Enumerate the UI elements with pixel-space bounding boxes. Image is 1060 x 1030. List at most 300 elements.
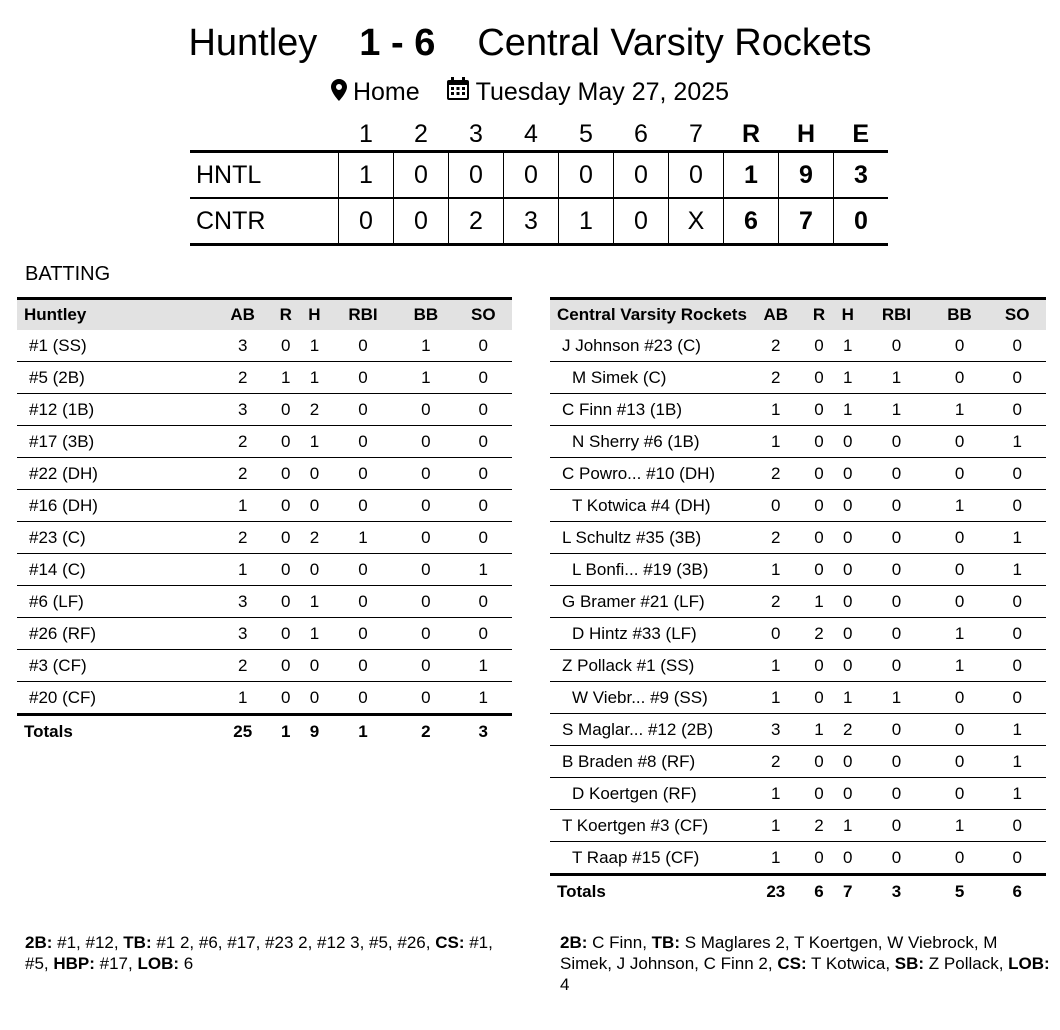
- inning-score: 0: [614, 152, 669, 199]
- line-score: [190, 118, 888, 246]
- stat-value: 0: [329, 458, 397, 490]
- stat-value: 1: [931, 810, 989, 842]
- stat-value: 0: [931, 586, 989, 618]
- team-header: Huntley: [17, 299, 214, 331]
- stat-value: 0: [397, 490, 454, 522]
- stat-value: 0: [805, 522, 834, 554]
- stat-value: 0: [931, 682, 989, 714]
- date-text: Tuesday May 27, 2025: [475, 78, 730, 106]
- stat-value: 0: [805, 362, 834, 394]
- stat-value: 0: [300, 554, 329, 586]
- hits-header: H: [796, 119, 816, 148]
- stat-header: H: [300, 299, 329, 331]
- player-name: D Koertgen (RF): [550, 778, 747, 810]
- stat-value: 0: [931, 746, 989, 778]
- inning-score: 0: [614, 198, 669, 245]
- player-name: #14 (C): [17, 554, 214, 586]
- stat-value: 0: [862, 490, 931, 522]
- stat-value: 0: [988, 810, 1046, 842]
- stat-value: 1: [455, 554, 512, 586]
- total-value: 1: [358, 721, 368, 741]
- game-meta: [0, 76, 1060, 109]
- inning-score: 3: [504, 198, 559, 245]
- stat-value: 0: [988, 586, 1046, 618]
- stat-value: 1: [988, 746, 1046, 778]
- away-team-name: Central Varsity Rockets: [477, 22, 872, 64]
- player-name: N Sherry #6 (1B): [550, 426, 747, 458]
- inning-score: 0: [559, 152, 614, 199]
- stat-value: 1: [747, 842, 805, 875]
- player-name: D Hintz #33 (LF): [550, 618, 747, 650]
- stat-value: 1: [862, 394, 931, 426]
- stat-value: 1: [747, 394, 805, 426]
- stat-value: 0: [862, 330, 931, 362]
- stat-value: 0: [455, 490, 512, 522]
- totals-label: Totals: [557, 881, 606, 901]
- stat-value: 1: [214, 490, 271, 522]
- stat-value: 0: [805, 554, 834, 586]
- team-abbr: CNTR: [190, 198, 339, 245]
- stat-value: 0: [862, 778, 931, 810]
- stat-value: 0: [805, 778, 834, 810]
- hits-total: 7: [779, 198, 834, 245]
- stat-value: 1: [988, 426, 1046, 458]
- stat-value: 0: [931, 458, 989, 490]
- stat-value: 1: [862, 682, 931, 714]
- note-label: HBP:: [53, 954, 95, 973]
- player-row: [550, 426, 1046, 458]
- stat-value: 0: [988, 682, 1046, 714]
- errors-total: 0: [834, 198, 889, 245]
- player-name: M Simek (C): [550, 362, 747, 394]
- stat-value: 0: [931, 714, 989, 746]
- stat-value: 0: [805, 490, 834, 522]
- player-name: G Bramer #21 (LF): [550, 586, 747, 618]
- player-name: C Finn #13 (1B): [550, 394, 747, 426]
- stat-value: 0: [833, 842, 862, 875]
- inning-score: 0: [339, 198, 394, 245]
- total-value: 5: [954, 881, 965, 901]
- player-row: [550, 586, 1046, 618]
- stat-value: 0: [805, 458, 834, 490]
- stat-value: 0: [329, 650, 397, 682]
- stat-header: H: [833, 299, 862, 331]
- stat-value: 0: [931, 330, 989, 362]
- stat-value: 2: [214, 362, 271, 394]
- runs-total: 1: [724, 152, 779, 199]
- stat-value: 0: [988, 618, 1046, 650]
- stat-value: 0: [397, 394, 454, 426]
- stat-value: 2: [747, 586, 805, 618]
- stat-value: 1: [300, 618, 329, 650]
- runs-header: R: [741, 119, 761, 148]
- player-name: B Braden #8 (RF): [550, 746, 747, 778]
- stat-value: 0: [329, 554, 397, 586]
- stat-value: 1: [214, 682, 271, 715]
- player-name: L Schultz #35 (3B): [550, 522, 747, 554]
- stat-value: 0: [397, 682, 454, 715]
- stat-value: 0: [271, 458, 300, 490]
- stat-value: 2: [805, 810, 834, 842]
- stat-value: 1: [397, 330, 454, 362]
- stat-value: 0: [862, 650, 931, 682]
- player-row: [550, 394, 1046, 426]
- stat-value: 1: [747, 778, 805, 810]
- note-label: 2B:: [560, 933, 588, 952]
- stat-value: 1: [747, 426, 805, 458]
- inning-score: 0: [504, 152, 559, 199]
- stat-value: 2: [747, 522, 805, 554]
- stat-value: 0: [329, 618, 397, 650]
- note-label: TB:: [123, 933, 152, 952]
- stat-value: 0: [805, 682, 834, 714]
- stat-value: 1: [931, 490, 989, 522]
- stat-value: 0: [329, 682, 397, 715]
- stat-value: 0: [805, 650, 834, 682]
- stat-value: 0: [931, 522, 989, 554]
- player-row: [550, 778, 1046, 810]
- stat-value: 0: [271, 618, 300, 650]
- stat-value: 0: [397, 618, 454, 650]
- stat-value: 1: [805, 586, 834, 618]
- player-name: #20 (CF): [17, 682, 214, 715]
- player-row: [550, 618, 1046, 650]
- stat-value: 0: [833, 522, 862, 554]
- stat-value: 0: [271, 682, 300, 715]
- stat-value: 0: [988, 394, 1046, 426]
- stat-value: 0: [833, 458, 862, 490]
- stat-value: 0: [833, 490, 862, 522]
- stat-value: 0: [271, 650, 300, 682]
- inning-score: 0: [394, 152, 449, 199]
- total-value: 3: [478, 721, 489, 741]
- total-value: 7: [843, 881, 853, 901]
- total-value: 3: [891, 881, 902, 901]
- inning-score: 2: [449, 198, 504, 245]
- hits-total: 9: [779, 152, 834, 199]
- stat-value: 0: [805, 394, 834, 426]
- player-row: [550, 650, 1046, 682]
- stat-value: 0: [455, 458, 512, 490]
- player-name: T Koertgen #3 (CF): [550, 810, 747, 842]
- stat-value: 0: [988, 330, 1046, 362]
- note-text: Z Pollack,: [924, 954, 1009, 973]
- note-text: #1, #12,: [52, 933, 124, 952]
- stat-value: 0: [271, 490, 300, 522]
- stat-value: 1: [988, 554, 1046, 586]
- total-value: 1: [281, 721, 291, 741]
- location-text: Home: [352, 78, 420, 106]
- inning-header: 5: [579, 119, 593, 148]
- total-value: 2: [421, 721, 431, 741]
- stat-value: 1: [329, 522, 397, 554]
- stat-value: 0: [931, 554, 989, 586]
- note-text: #1, #5,: [25, 933, 493, 973]
- total-value: 25: [233, 721, 253, 741]
- stat-value: 0: [805, 842, 834, 875]
- player-row: [17, 490, 512, 522]
- stat-value: 2: [300, 522, 329, 554]
- inning-header: 3: [469, 119, 483, 148]
- player-name: #3 (CF): [17, 650, 214, 682]
- stat-value: 2: [747, 362, 805, 394]
- stat-value: 1: [833, 362, 862, 394]
- stat-value: 0: [397, 522, 454, 554]
- inning-score: X: [669, 198, 724, 245]
- stat-value: 0: [862, 522, 931, 554]
- note-text: 4: [560, 975, 570, 994]
- note-label: CS:: [777, 954, 807, 973]
- stat-value: 1: [988, 778, 1046, 810]
- note-label: 2B:: [25, 933, 53, 952]
- stat-value: 0: [833, 778, 862, 810]
- stat-value: 0: [271, 394, 300, 426]
- player-row: [17, 458, 512, 490]
- stat-value: 0: [805, 746, 834, 778]
- stat-value: 0: [271, 330, 300, 362]
- stat-value: 0: [862, 586, 931, 618]
- player-row: [550, 682, 1046, 714]
- stat-value: 2: [214, 426, 271, 458]
- stat-value: 0: [397, 426, 454, 458]
- note-label: LOB:: [137, 954, 180, 973]
- runs-total: 6: [724, 198, 779, 245]
- stat-value: 3: [214, 618, 271, 650]
- line-score-row: [190, 198, 888, 245]
- stat-value: 3: [214, 586, 271, 618]
- stat-value: 0: [271, 586, 300, 618]
- stat-value: 0: [931, 426, 989, 458]
- note-label: LOB:: [1008, 954, 1050, 973]
- stat-value: 3: [214, 394, 271, 426]
- player-name: T Kotwica #4 (DH): [550, 490, 747, 522]
- stat-value: 3: [214, 330, 271, 362]
- batting-section-label: BATTING: [25, 263, 111, 285]
- stat-value: 1: [747, 554, 805, 586]
- stat-value: 1: [214, 554, 271, 586]
- player-row: [550, 458, 1046, 490]
- stat-header: R: [805, 299, 834, 331]
- stat-header: BB: [931, 299, 989, 331]
- stat-value: 0: [805, 426, 834, 458]
- player-row: [550, 490, 1046, 522]
- stat-value: 0: [397, 458, 454, 490]
- totals-label: Totals: [24, 721, 73, 741]
- player-name: #22 (DH): [17, 458, 214, 490]
- stat-value: 1: [931, 394, 989, 426]
- player-row: [17, 618, 512, 650]
- stat-value: 1: [931, 618, 989, 650]
- stat-value: 1: [805, 714, 834, 746]
- player-name: #12 (1B): [17, 394, 214, 426]
- player-row: [17, 586, 512, 618]
- stat-header: SO: [988, 299, 1046, 331]
- player-row: [550, 842, 1046, 875]
- stat-value: 0: [862, 458, 931, 490]
- away-batting-table: [550, 297, 1046, 907]
- stat-value: 0: [988, 650, 1046, 682]
- inning-score: 0: [669, 152, 724, 199]
- stat-value: 1: [833, 330, 862, 362]
- inning-header: 7: [689, 119, 703, 148]
- note-text: S Maglares 2, T Koertgen, W Viebrock, M Simek, J Johnson, C Finn 2,: [560, 933, 998, 973]
- stat-header: BB: [397, 299, 454, 331]
- stat-value: 0: [833, 618, 862, 650]
- stat-value: 0: [271, 426, 300, 458]
- stat-value: 1: [397, 362, 454, 394]
- stat-value: 0: [862, 746, 931, 778]
- stat-value: 0: [805, 330, 834, 362]
- stat-value: 0: [455, 586, 512, 618]
- stat-value: 0: [397, 650, 454, 682]
- game-title: [0, 20, 1060, 66]
- stat-value: 2: [214, 650, 271, 682]
- player-row: [550, 330, 1046, 362]
- player-row: [17, 682, 512, 715]
- errors-total: 3: [834, 152, 889, 199]
- player-name: #17 (3B): [17, 426, 214, 458]
- home-batting-notes: [25, 932, 505, 974]
- inning-score: 0: [449, 152, 504, 199]
- stat-value: 0: [862, 810, 931, 842]
- player-row: [17, 554, 512, 586]
- stat-value: 0: [862, 618, 931, 650]
- stat-value: 2: [214, 522, 271, 554]
- inning-score: 0: [394, 198, 449, 245]
- stat-value: 0: [271, 522, 300, 554]
- stat-value: 0: [862, 554, 931, 586]
- final-score: 1 - 6: [359, 22, 436, 64]
- stat-header: R: [271, 299, 300, 331]
- player-name: T Raap #15 (CF): [550, 842, 747, 875]
- stat-value: 1: [988, 522, 1046, 554]
- stat-value: 0: [455, 330, 512, 362]
- stat-value: 0: [931, 778, 989, 810]
- player-name: W Viebr... #9 (SS): [550, 682, 747, 714]
- player-name: L Bonfi... #19 (3B): [550, 554, 747, 586]
- player-row: [17, 330, 512, 362]
- away-batting-notes: [560, 932, 1050, 995]
- line-score-row: [190, 152, 888, 199]
- stat-value: 1: [300, 586, 329, 618]
- stat-value: 0: [988, 842, 1046, 875]
- stat-header: AB: [214, 299, 271, 331]
- stat-value: 0: [329, 330, 397, 362]
- stat-value: 2: [747, 746, 805, 778]
- stat-value: 1: [455, 682, 512, 715]
- stat-value: 0: [300, 650, 329, 682]
- team-abbr: HNTL: [190, 152, 339, 199]
- stat-value: 0: [931, 362, 989, 394]
- player-row: [550, 554, 1046, 586]
- stat-value: 1: [833, 682, 862, 714]
- stat-value: 2: [833, 714, 862, 746]
- inning-score: 1: [339, 152, 394, 199]
- stat-value: 0: [931, 842, 989, 875]
- stat-value: 0: [329, 426, 397, 458]
- stat-value: 1: [300, 426, 329, 458]
- player-row: [550, 362, 1046, 394]
- stat-value: 0: [747, 618, 805, 650]
- stat-value: 0: [455, 618, 512, 650]
- stat-value: 0: [397, 586, 454, 618]
- player-row: [550, 714, 1046, 746]
- stat-value: 0: [833, 554, 862, 586]
- player-name: #5 (2B): [17, 362, 214, 394]
- stat-value: 0: [271, 554, 300, 586]
- stat-value: 1: [455, 650, 512, 682]
- stat-value: 0: [300, 682, 329, 715]
- player-row: [17, 522, 512, 554]
- player-row: [17, 394, 512, 426]
- stat-value: 2: [300, 394, 329, 426]
- note-text: 6: [179, 954, 194, 973]
- map-pin-icon: [331, 77, 347, 109]
- player-name: Z Pollack #1 (SS): [550, 650, 747, 682]
- note-label: CS:: [435, 933, 465, 952]
- stat-value: 1: [988, 714, 1046, 746]
- player-name: J Johnson #23 (C): [550, 330, 747, 362]
- stat-value: 0: [397, 554, 454, 586]
- stat-value: 0: [300, 458, 329, 490]
- stat-value: 0: [833, 746, 862, 778]
- total-value: 9: [309, 721, 320, 741]
- stat-header: AB: [747, 299, 805, 331]
- home-batting-table: [17, 297, 512, 747]
- player-row: [550, 746, 1046, 778]
- note-text: C Finn,: [587, 933, 652, 952]
- stat-value: 2: [747, 458, 805, 490]
- stat-value: 0: [329, 586, 397, 618]
- inning-header: 1: [359, 119, 373, 148]
- stat-value: 0: [329, 394, 397, 426]
- stat-value: 1: [833, 394, 862, 426]
- player-name: #26 (RF): [17, 618, 214, 650]
- stat-value: 1: [300, 330, 329, 362]
- inning-header: 6: [634, 119, 648, 148]
- stat-value: 0: [329, 490, 397, 522]
- stat-value: 0: [455, 426, 512, 458]
- player-row: [550, 522, 1046, 554]
- stat-value: 0: [747, 490, 805, 522]
- stat-value: 1: [271, 362, 300, 394]
- stat-value: 0: [862, 842, 931, 875]
- stat-value: 0: [455, 522, 512, 554]
- stat-value: 2: [805, 618, 834, 650]
- player-name: #6 (LF): [17, 586, 214, 618]
- game-header: [0, 20, 1060, 109]
- note-label: TB:: [651, 933, 680, 952]
- stat-value: 0: [833, 426, 862, 458]
- stat-value: 0: [455, 394, 512, 426]
- player-row: [17, 426, 512, 458]
- inning-score: 1: [559, 198, 614, 245]
- errors-header: E: [852, 119, 870, 148]
- total-value: 6: [814, 881, 824, 901]
- note-text: T Kotwica,: [806, 954, 895, 973]
- stat-value: 0: [862, 426, 931, 458]
- stat-value: 1: [747, 682, 805, 714]
- stat-value: 3: [747, 714, 805, 746]
- stat-header: RBI: [329, 299, 397, 331]
- stat-header: SO: [455, 299, 512, 331]
- stat-value: 1: [862, 362, 931, 394]
- stat-value: 0: [862, 714, 931, 746]
- home-team-name: Huntley: [188, 22, 318, 64]
- total-value: 6: [1012, 881, 1022, 901]
- stat-value: 0: [833, 586, 862, 618]
- stat-value: 1: [747, 650, 805, 682]
